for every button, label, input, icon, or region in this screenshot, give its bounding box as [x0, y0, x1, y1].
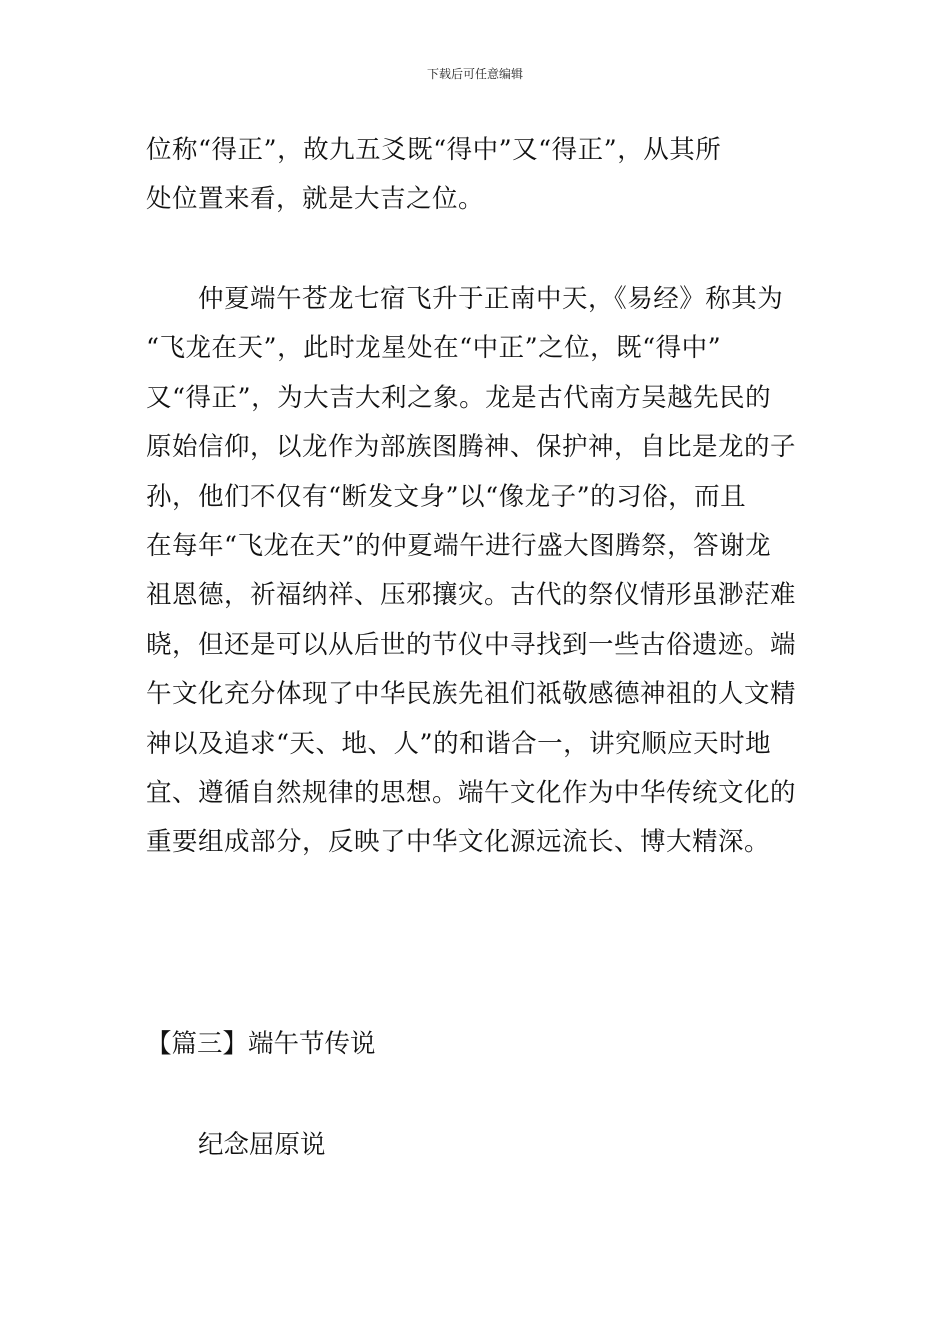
paragraph-line: 处位置来看，就是大吉之位。: [146, 184, 485, 215]
section-heading: 【篇三】端午节传说: [146, 1029, 376, 1059]
paragraph-line: 晓，但还是可以从后世的节仪中寻找到一些古俗遗迹。端: [146, 629, 797, 660]
paragraph-line: 祖恩德，祈福纳祥、压邪攘灾。古代的祭仪情形虽渺茫难: [146, 580, 797, 611]
paragraph-line: 仲夏端午苍龙七宿飞升于正南中天，《易经》称其为: [198, 284, 784, 314]
page-header: 下载后可任意编辑: [426, 67, 523, 81]
paragraph-line: 宜、遵循自然规律的思想。端午文化作为中华传统文化的: [146, 777, 797, 808]
paragraph-line: 午文化充分体现了中华民族先祖们祗敬感德神祖的人文精: [146, 679, 797, 710]
paragraph-line: 位称“得正”，故九五爻既“得中”又“得正”，从其所: [146, 135, 722, 165]
paragraph-line: 孙，他们不仅有“断发文身”以“像龙子”的习俗，而且: [146, 481, 747, 512]
paragraph-line: 又“得正”，为大吉大利之象。龙是古代南方吴越先民的: [146, 382, 772, 413]
subsection-heading: 纪念屈原说: [198, 1130, 326, 1160]
paragraph-continuation: [146, 126, 808, 225]
paragraph-line: 在每年“飞龙在天”的仲夏端午进行盛大图腾祭，答谢龙: [146, 530, 772, 561]
paragraph-line: 原始信仰，以龙作为部族图腾神、保护神，自比是龙的子: [146, 432, 797, 463]
paragraph-line: 神以及追求“天、地、人”的和谐合一，讲究顺应天时地: [146, 728, 772, 759]
paragraph-dragon-festival: [146, 275, 808, 868]
paragraph-line: 重要组成部分，反映了中华文化源远流长、博大精深。: [146, 827, 771, 858]
paragraph-line: “飞龙在天”，此时龙星处在“中正”之位，既“得中”: [146, 333, 722, 364]
